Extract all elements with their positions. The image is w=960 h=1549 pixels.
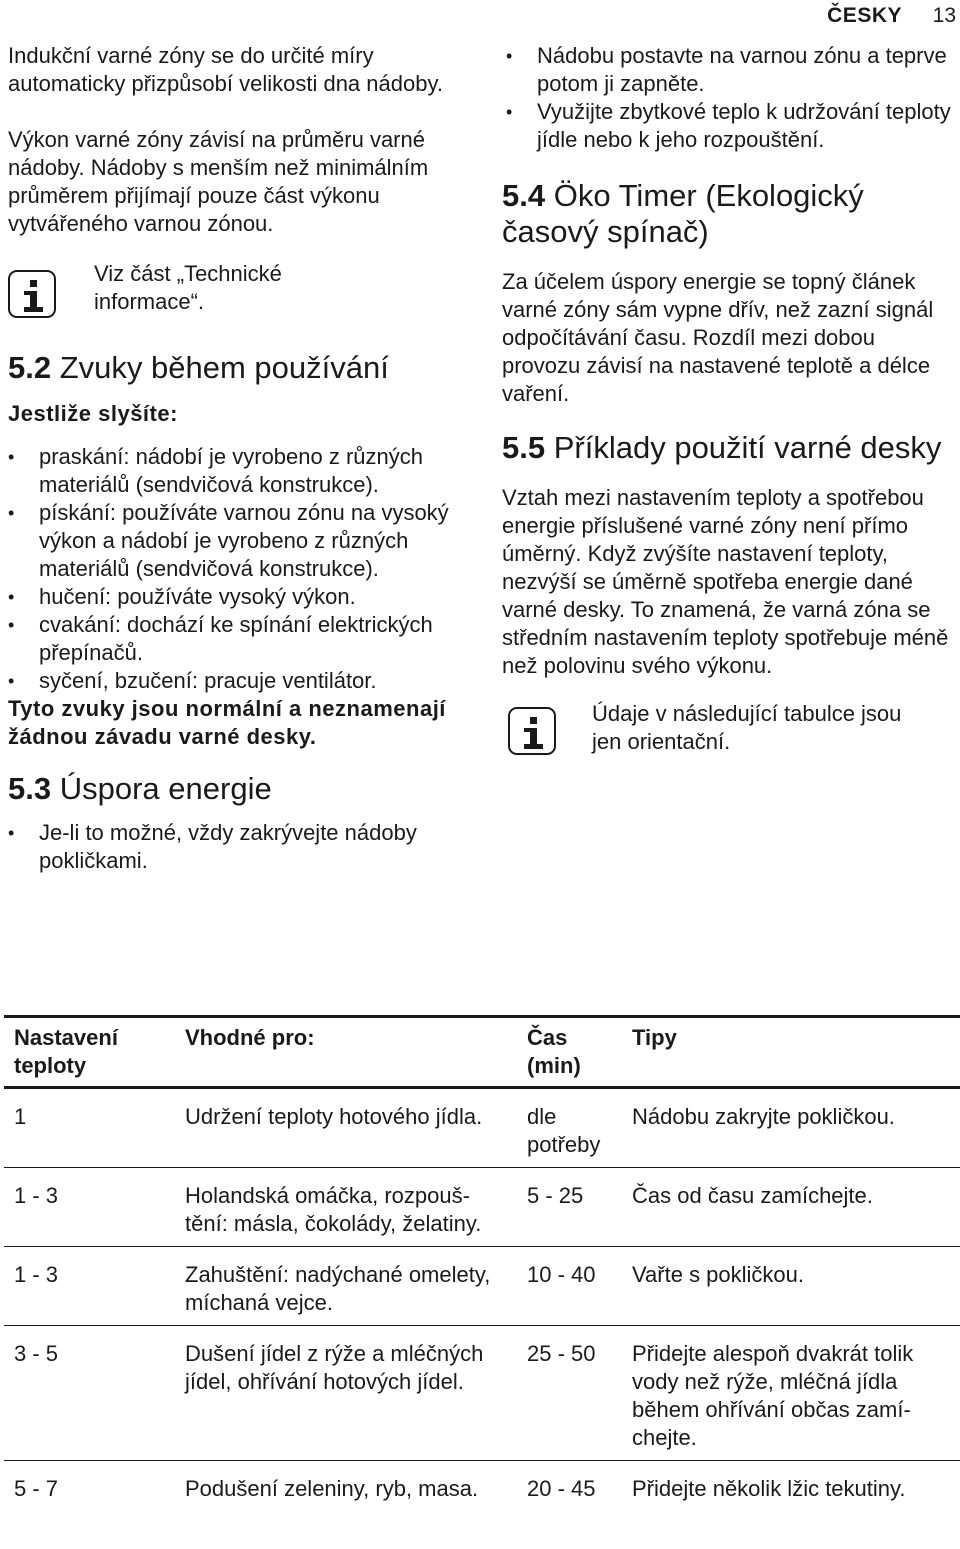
info-note-technical (8, 260, 468, 318)
table-cell: 1 (14, 1104, 27, 1129)
paragraph-induction: Indukční varné zóny se do určité míry automaticky přizpůsobí velikosti dna nádoby. (8, 43, 443, 96)
info-icon (508, 707, 556, 755)
sounds-lead: Jestliže slyšíte: (8, 401, 178, 426)
table-cell: Čas od času zamíchejte. (632, 1183, 873, 1208)
paragraph-examples: Vztah mezi nastavením teploty a spotřebou energie příslušené varné zóny není přímo úměrný. Když zvýšíte nastavení teploty, nezvýší se úměrně spotřeba energie dané varné desky. To znamená, že varná zóna se středním nastavením teploty spotřebuje méně než polovinu svého výkonu. (502, 485, 949, 678)
table-row (4, 1247, 960, 1326)
info-note-text: Údaje v následující tabulce jsou jen orientační. (592, 701, 902, 754)
section-title: Příklady použití varné desky (553, 430, 942, 465)
table-row (4, 1326, 960, 1461)
section-heading-5-4 (502, 178, 957, 250)
list-item: • syčení, bzučení: pracuje ventilátor. (8, 667, 468, 695)
table-cell: Přidejte několik lžic tekutiny. (632, 1476, 906, 1501)
table-cell: Vařte s pokličkou. (632, 1262, 805, 1287)
right-column (502, 42, 957, 756)
table-cell: 10 - 40 (527, 1262, 596, 1287)
page-header (0, 2, 960, 28)
list-item: • pískání: používáte varnou zónu na vysoký výkon a nádobí je vyrobeno z různých materiálů (sendvičová konstrukce). (8, 499, 468, 583)
section-number: 5.4 (502, 178, 546, 213)
table-row (4, 1089, 960, 1168)
header-cell: Tipy (632, 1025, 677, 1050)
list-item: • Využijte zbytkové teplo k udržování teploty jídle nebo k jeho rozpouštění. (506, 98, 957, 154)
list-item: • hučení: používáte vysoký výkon. (8, 583, 468, 611)
info-note-table (502, 700, 957, 756)
section-number: 5.3 (8, 771, 52, 806)
table-cell: Dušení jídel z rýže a mléčných jídel, ohřívání hotových jídel. (185, 1341, 484, 1394)
section-title: Úspora energie (59, 771, 272, 806)
usage-table (4, 1015, 960, 1511)
list-item: • cvakání: dochází ke spínání elektrických přepínačů. (8, 611, 468, 667)
table-cell: Holandská omáčka, rozpouštění: másla, čokolády, želatiny. (185, 1183, 482, 1236)
paragraph-power: Výkon varné zóny závisí na průměru varné nádoby. Nádoby s menším než minimálním průměrem přijímají pouze část výkonu vytvářeného varnou zónou. (8, 127, 429, 236)
section-number: 5.5 (502, 430, 546, 465)
table-cell: Podušení zeleniny, ryb, masa. (185, 1476, 479, 1501)
table-cell: 20 - 45 (527, 1476, 596, 1501)
table-cell: 3 - 5 (14, 1341, 59, 1366)
table-cell: dle potřeby (527, 1104, 601, 1157)
list-item: • Je-li to možné, vždy zakrývejte nádoby pokličkami. (8, 819, 468, 875)
left-column (8, 42, 468, 875)
table-header-row (4, 1018, 960, 1089)
section-title: Zvuky během používání (59, 350, 389, 385)
language-label: ČESKY (827, 4, 902, 27)
energy-list (8, 819, 468, 875)
header-cell: Vhodné pro: (185, 1025, 315, 1050)
paragraph-eco-timer: Za účelem úspory energie se topný článek varné zóny sám vypne dřív, než zazní signál odpočítávání času. Rozdíl mezi dobou provozu závisí na nastavené teplotě a délce vaření. (502, 269, 934, 406)
table-row (4, 1461, 960, 1511)
table-cell: 5 - 7 (14, 1476, 59, 1501)
table-cell: Přidejte alespoň dvakrát tolik vody než rýže, mléčná jídla během ohřívání občas zamíchejte. (632, 1341, 914, 1450)
page-number: 13 (932, 4, 956, 27)
table-cell: Nádobu zakryjte pokličkou. (632, 1104, 895, 1129)
info-note-text: Viz část „Technické informace“. (94, 261, 282, 314)
table-row (4, 1168, 960, 1247)
sounds-list (8, 443, 468, 695)
sounds-note: Tyto zvuky jsou normální a neznamenají žádnou závadu varné desky. (8, 696, 446, 749)
table-cell: 25 - 50 (527, 1341, 596, 1366)
table-cell: 5 - 25 (527, 1183, 584, 1208)
energy-list-continued (506, 42, 957, 154)
section-title: Öko Timer (Ekologický časový spínač) (502, 178, 864, 249)
list-item: • Nádobu postavte na varnou zónu a teprve potom ji zapněte. (506, 42, 957, 98)
section-number: 5.2 (8, 350, 52, 385)
table-cell: 1 - 3 (14, 1183, 59, 1208)
section-heading-5-2 (8, 350, 468, 386)
section-heading-5-3 (8, 771, 468, 807)
section-heading-5-5 (502, 430, 957, 466)
header-cell: Čas (min) (527, 1025, 581, 1078)
info-icon (8, 270, 56, 318)
table-cell: 1 - 3 (14, 1262, 59, 1287)
table-cell: Zahuštění: nadýchané omelety, míchaná vejce. (185, 1262, 491, 1315)
table-cell: Udržení teploty hotového jídla. (185, 1104, 483, 1129)
header-cell: Nastavení teploty (14, 1025, 118, 1078)
list-item: • praskání: nádobí je vyrobeno z různých materiálů (sendvičová konstrukce). (8, 443, 468, 499)
